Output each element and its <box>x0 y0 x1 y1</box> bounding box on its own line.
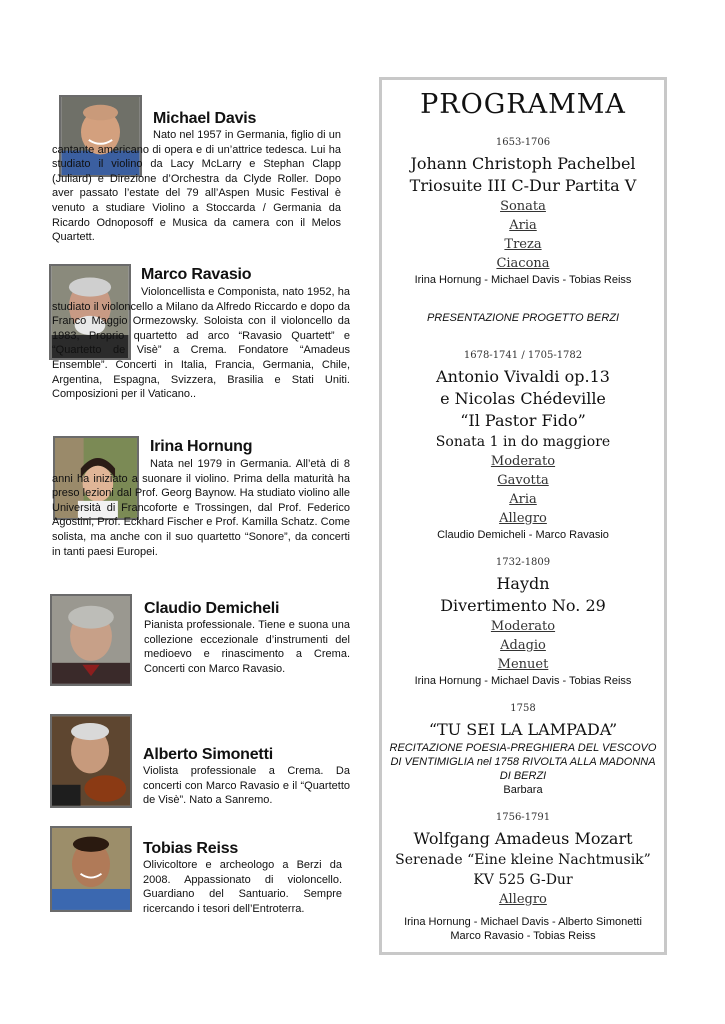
musician-bio: Nato nel 1957 in Germania, figlio di un cantante americano di opera e di un’attrice tedesca. Lui ha studiato il violino da Lacy McLarry e Stephan Clapp (Juliard) e Direzione d’Orchestra da Clyde Roller. Dopo aver passato l’estate del 79 all’Aspen Music Festival è venuto a studiare Violino a Stoccarda / Germania da Ricardo Odnoposoff e Musica da camera con il Melos Quartett. <box>52 129 341 244</box>
reader-name: Barbara <box>503 784 543 796</box>
photo-alberto-simonetti <box>50 714 132 808</box>
musician-bio: Violista professionale a Crema. Da concerti con Marco Ravasio e il “Quartetto de Visè”. Nato a Sanremo. <box>143 765 350 807</box>
movement: Allegro <box>499 511 547 526</box>
musician-name: Alberto Simonetti <box>143 746 273 763</box>
movement: Allegro <box>499 892 547 907</box>
portrait-image <box>52 596 130 684</box>
musician-name: Tobias Reiss <box>143 840 239 857</box>
musician-name: Claudio Demicheli <box>144 600 280 617</box>
performers: Irina Hornung - Michael Davis - Tobias Reiss <box>414 675 632 687</box>
musician-name: Marco Ravasio <box>141 266 252 283</box>
work-key: KV 525 G-Dur <box>473 872 573 888</box>
portrait-image <box>52 828 130 910</box>
programma-title: PROGRAMMA <box>420 89 626 120</box>
performers: Irina Hornung - Michael Davis - Alberto Simonetti <box>404 916 642 928</box>
work-title: Triosuite III C-Dur Partita V <box>409 176 637 195</box>
composer-years: 1732-1809 <box>495 557 551 568</box>
performers: Marco Ravasio - Tobias Reiss <box>450 930 596 942</box>
musician-name: Michael Davis <box>153 110 257 127</box>
event-year: 1758 <box>510 703 536 714</box>
movement: Aria <box>509 218 537 233</box>
musician-bio: Olivicoltore e archeologo a Berzi da 2008. Appassionato di violoncello. Guardiano del Santuario. Sempre ricercando i tesori dell’Entroterra. <box>143 859 342 915</box>
composer-name: e Nicolas Chédeville <box>440 389 606 408</box>
work-title: Serenade “Eine kleine Nachtmusik” <box>395 852 651 868</box>
composer-name: Haydn <box>496 574 550 593</box>
presentazione-note: PRESENTAZIONE PROGETTO BERZI <box>426 312 620 324</box>
recitation-description: RECITAZIONE POESIA-PREGHIERA DEL VESCOVO DI VENTIMIGLIA nel 1758 RIVOLTA ALLA MADONNA DI BERZI <box>389 742 657 782</box>
composer-years: 1756-1791 <box>495 812 551 823</box>
portrait-image <box>52 716 130 806</box>
composer-years: 1653-1706 <box>495 137 551 148</box>
photo-claudio-demicheli <box>50 594 132 686</box>
composer-name: Wolfgang Amadeus Mozart <box>413 829 633 848</box>
composer-name: Antonio Vivaldi op.13 <box>436 367 610 386</box>
movement: Menuet <box>497 657 549 672</box>
work-subtitle: Sonata 1 in do maggiore <box>435 434 611 450</box>
musician-bio: Nata nel 1979 in Germania. All’età di 8 anni ha iniziato a suonare il violino. Prima della maturità ha preso lezioni dal Prof. Georg Baynow. Ha studiato violino alle Università di Francoforte e Trossingen, dal Prof. Federico Agostini, Prof. Eckhard Fischer e Prof. Kamilla Schatz. Come solista, ma anche con il suo quartetto “Sonore”, da concerti in tanti paesi Europei. <box>52 458 350 558</box>
musician-bio: Pianista professionale. Tiene e suona una collezione eccezionale d’instrumenti del medioevo e rinascimento a Crema. Concerti con Marco Ravasio. <box>144 619 350 675</box>
movement: Gavotta <box>497 473 549 488</box>
work-title: Divertimento No. 29 <box>440 596 606 615</box>
composer-name: Johann Christoph Pachelbel <box>410 154 636 173</box>
work-title: “Il Pastor Fido” <box>460 411 586 430</box>
photo-tobias-reiss <box>50 826 132 912</box>
programma-panel <box>379 77 667 955</box>
performers: Claudio Demicheli - Marco Ravasio <box>437 529 609 541</box>
recitation-title: “TU SEI LA LAMPADA” <box>428 720 618 739</box>
composer-years: 1678-1741 / 1705-1782 <box>463 350 583 361</box>
movement: Treza <box>504 237 542 252</box>
movement: Moderato <box>490 619 556 634</box>
movement: Ciacona <box>496 256 550 271</box>
musician-name: Irina Hornung <box>150 438 253 455</box>
movement: Moderato <box>490 454 556 469</box>
musician-bio: Violoncellista e Componista, nato 1952, ha studiato il violoncello a Milano da Alfredo Riccardo e dopo da Franco Maggio Ormezowsky. Soloista con il violoncello da 1983, Proprio quartetto ad arco “Ravasio Quartett” e “Quartetto de Visè” a Crema. Fondatore “Amadeus Ensemble”. Concerti in Italia, Francia, Germania, Chile, Argentina, Espagna, Svizzera, Brasilia e Stati Uniti. Composizioni per il Vaticano.. <box>52 286 350 401</box>
movement: Sonata <box>500 199 546 214</box>
performers: Irina Hornung - Michael Davis - Tobias Reiss <box>414 274 632 286</box>
movement: Aria <box>509 492 537 507</box>
movement: Adagio <box>500 638 546 653</box>
